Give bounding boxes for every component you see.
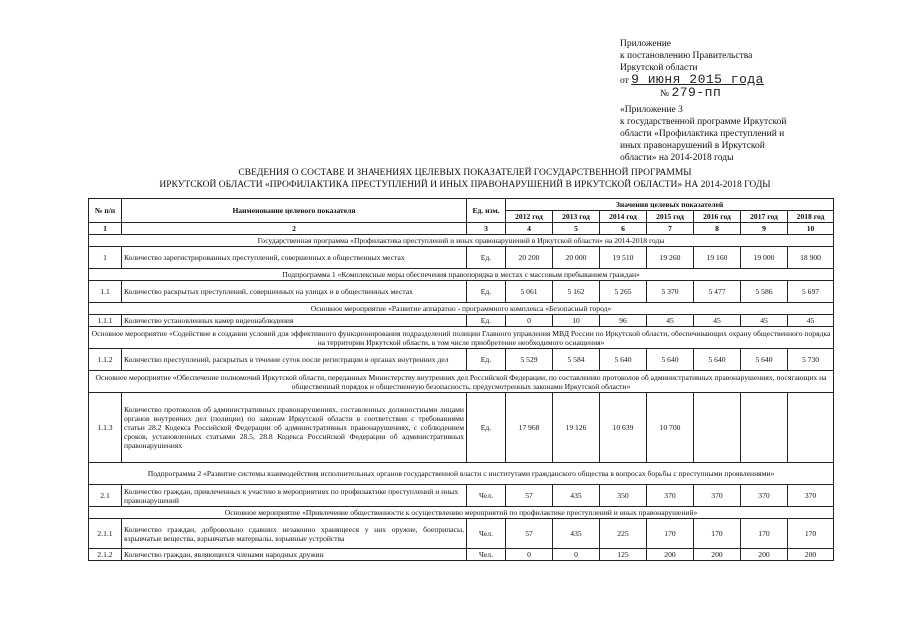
- section-row: Основное мероприятие «Обеспечение полномочий Иркутской области, переданных Министерству внутренних дел Российской Федерации, по составлению протоколов об административных правонарушениях, посягающих на общественный порядок и общественную безопасность, предусмотренных законами Иркутской области»: [89, 371, 834, 393]
- table-row: 1.1.2 Количество преступлений, раскрытых в течение суток после регистрации в органах внутренних дел Ед. 5 529 5 584 5 640 5 640 5 640 5 640 5 730: [89, 349, 834, 371]
- col-num-header: № п/п: [89, 199, 122, 223]
- header-line: иных правонарушений в Иркутской: [620, 141, 765, 151]
- table-row: 2.1 Количество граждан, привлеченных к участию в мероприятиях по профилактике преступлений и иных правонарушений Чел. 57 435 350 370 370 370 370: [89, 485, 834, 507]
- table-row: 1 Количество зарегистрированных преступлений, совершенных в общественных местах Ед. 20 200 20 000 19 510 19 260 19 160 19 000 18 900: [89, 247, 834, 269]
- section-row: Основное мероприятие «Содействие в создании условий для эффективного функционирования подразделений полиции Главного управления МВД России по Иркутской области, обеспечивающих охрану общественного порядка на территории Иркутской области, в том числе приобретение необходимого оснащения»: [89, 327, 834, 349]
- date-value: 9 июня 2015 года: [631, 72, 764, 87]
- year-header: 2012 год: [506, 211, 553, 223]
- resolution-number: № 279-пп: [660, 85, 722, 100]
- column-number-row: 1 2 3 4 5 6 7 8 9 10: [89, 223, 834, 235]
- document-title: СВЕДЕНИЯ О СОСТАВЕ И ЗНАЧЕНИЯХ ЦЕЛЕВЫХ ПОКАЗАТЕЛЕЙ ГОСУДАРСТВЕННОЙ ПРОГРАММЫ ИРКУТСКОЙ ОБЛАСТИ «ПРОФИЛАКТИКА ПРЕСТУПЛЕНИЙ И ИНЫХ ПРАВОНАРУШЕНИЙ В ИРКУТСКОЙ ОБЛАСТИ» НА 2014-2018 ГОДЫ: [159, 168, 771, 190]
- section-row: Основное мероприятие «Привлечение общественности к осуществлению мероприятий по профилактике преступлений и иных правонарушений»: [89, 507, 834, 519]
- indicators-table: [88, 198, 834, 561]
- header-line: области «Профилактика преступлений и: [620, 129, 785, 139]
- header-line: «Приложение 3: [620, 105, 683, 115]
- year-header: 2016 год: [694, 211, 741, 223]
- approval-header: [620, 38, 890, 164]
- year-header: 2014 год: [600, 211, 647, 223]
- header-line: области» на 2014-2018 годы: [620, 153, 734, 163]
- section-row: Подпрограмма 1 «Комплексные меры обеспечения правопорядка в местах с массовым пребыванием граждан»: [89, 269, 834, 281]
- col-values-header: Значения целевых показателей: [506, 199, 834, 211]
- section-row: Основное мероприятие «Развитие аппаратно - программного комплекса «Безопасный город»: [89, 303, 834, 315]
- table-row: 1.1 Количество раскрытых преступлений, совершенных на улицах и в общественных местах Ед. 5 061 5 162 5 265 5 370 5 477 5 586 5 697: [89, 281, 834, 303]
- header-line: Приложение: [620, 39, 671, 49]
- table-row: 1.1.3 Количество протоколов об административных правонарушениях, составленных должностными лицами органов внутренних дел (полиции) по законам Иркутской области в соответствии с требованиями статьи 28.2 Кодекса Российской Федерации об административных правонарушениях, с соблюдением сроков, установленных статьями 28.5, 28.8 Кодекса Российской Федерации об административных правонарушениях Ед. 17 968 19 126 10 639 10 700: [89, 393, 834, 463]
- table-row: 2.1.2 Количество граждан, являющихся членами народных дружин Чел. 0 0 125 200 200 200 200: [89, 549, 834, 561]
- header-line: к государственной программе Иркутской: [620, 117, 787, 127]
- year-header: 2017 год: [741, 211, 788, 223]
- section-row: Подпрограмма 2 «Развитие системы взаимодействия исполнительных органов государственной власти с институтами гражданского общества в вопросах борьбы с преступными проявлениями»: [89, 463, 834, 485]
- year-header: 2018 год: [788, 211, 834, 223]
- col-unit-header: Ед. изм.: [467, 199, 506, 223]
- table-header-row: [89, 199, 834, 211]
- table-row: 1.1.1 Количество установленных камер видеонаблюдения Ед. 0 10 96 45 45 45 45: [89, 315, 834, 327]
- resolution-date: от 9 июня 2015 года: [620, 72, 764, 87]
- year-header: 2015 год: [647, 211, 694, 223]
- table-row: 2.1.1 Количество граждан, добровольно сдавших незаконно хранящееся у них оружие, боеприпасы, взрывчатые вещества, взрывчатые материалы, взрывные устройства Чел. 57 435 225 170 170 170 170: [89, 519, 834, 549]
- number-value: 279-пп: [671, 85, 722, 100]
- col-name-header: Наименование целевого показателя: [122, 199, 467, 223]
- header-line: к постановлению Правительства: [620, 51, 753, 61]
- header-line: Иркутской области: [620, 63, 698, 73]
- section-row: Государственная программа «Профилактика преступлений и иных правонарушений в Иркутской области» на 2014-2018 годы: [89, 235, 834, 247]
- year-header: 2013 год: [553, 211, 600, 223]
